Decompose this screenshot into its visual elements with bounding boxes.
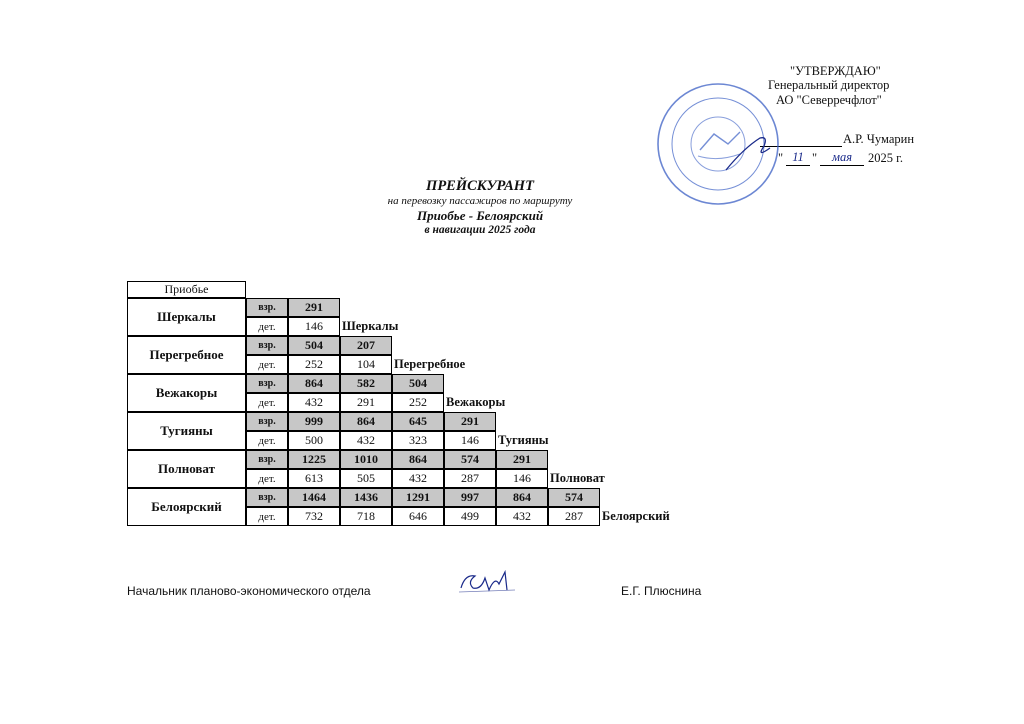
diagonal-station-label: Полноват (550, 471, 605, 485)
child-fare-label: дет. (246, 355, 288, 374)
adult-fare-label: взр. (246, 450, 288, 469)
station-name: Перегребное (127, 336, 246, 374)
date-year: 2025 г. (868, 151, 903, 165)
child-fare-cell: 323 (392, 431, 444, 450)
diagonal-station-label: Тугияны (498, 433, 549, 447)
approval-heading: "УТВЕРЖДАЮ" (790, 64, 881, 78)
footer-name: Е.Г. Плюснина (621, 584, 702, 598)
adult-fare-cell: 1291 (392, 488, 444, 507)
child-fare-cell: 613 (288, 469, 340, 488)
adult-fare-cell: 1225 (288, 450, 340, 469)
child-fare-cell: 146 (444, 431, 496, 450)
station-name: Вежакоры (127, 374, 246, 412)
child-fare-label: дет. (246, 393, 288, 412)
child-fare-label: дет. (246, 317, 288, 336)
adult-fare-cell: 504 (392, 374, 444, 393)
date-quote-open: " (778, 151, 784, 165)
child-fare-cell: 146 (288, 317, 340, 336)
diagonal-station-label: Белоярский (602, 509, 670, 523)
adult-fare-label: взр. (246, 298, 288, 317)
child-fare-cell: 505 (340, 469, 392, 488)
footer-position: Начальник планово-экономического отдела (127, 584, 371, 598)
station-name: Белоярский (127, 488, 246, 526)
adult-fare-cell: 645 (392, 412, 444, 431)
child-fare-cell: 646 (392, 507, 444, 526)
child-fare-cell: 287 (444, 469, 496, 488)
date-day: 11 (786, 150, 810, 166)
season-text: в навигации 2025 года (424, 224, 536, 236)
approval-position: Генеральный директор (768, 78, 890, 92)
child-fare-cell: 291 (340, 393, 392, 412)
adult-fare-cell: 864 (288, 374, 340, 393)
date-quote-close: " (812, 151, 818, 165)
adult-fare-cell: 582 (340, 374, 392, 393)
child-fare-cell: 432 (392, 469, 444, 488)
child-fare-cell: 432 (340, 431, 392, 450)
adult-fare-cell: 207 (340, 336, 392, 355)
adult-fare-cell: 291 (444, 412, 496, 431)
adult-fare-cell: 864 (392, 450, 444, 469)
child-fare-cell: 104 (340, 355, 392, 374)
child-fare-cell: 252 (288, 355, 340, 374)
adult-fare-cell: 574 (548, 488, 600, 507)
adult-fare-label: взр. (246, 336, 288, 355)
route-name: Приобье - Белоярский (416, 208, 544, 223)
station-name: Тугияны (127, 412, 246, 450)
company-stamp (648, 78, 788, 218)
child-fare-cell: 432 (288, 393, 340, 412)
child-fare-cell: 146 (496, 469, 548, 488)
child-fare-cell: 732 (288, 507, 340, 526)
adult-fare-cell: 574 (444, 450, 496, 469)
adult-fare-label: взр. (246, 374, 288, 393)
adult-fare-cell: 997 (444, 488, 496, 507)
adult-fare-label: взр. (246, 488, 288, 507)
station-name: Полноват (127, 450, 246, 488)
child-fare-label: дет. (246, 431, 288, 450)
adult-fare-cell: 291 (496, 450, 548, 469)
diagonal-station-label: Вежакоры (446, 395, 506, 409)
adult-fare-cell: 864 (340, 412, 392, 431)
diagonal-station-label: Перегребное (394, 357, 466, 371)
child-fare-cell: 287 (548, 507, 600, 526)
child-fare-label: дет. (246, 469, 288, 488)
adult-fare-cell: 864 (496, 488, 548, 507)
child-fare-cell: 432 (496, 507, 548, 526)
fare-table (127, 281, 727, 521)
child-fare-cell: 252 (392, 393, 444, 412)
child-fare-cell: 500 (288, 431, 340, 450)
adult-fare-cell: 291 (288, 298, 340, 317)
adult-fare-label: взр. (246, 412, 288, 431)
document-title: ПРЕЙСКУРАНТ (426, 178, 534, 194)
adult-fare-cell: 1436 (340, 488, 392, 507)
child-fare-cell: 499 (444, 507, 496, 526)
date-month: мая (820, 150, 864, 166)
adult-fare-cell: 1010 (340, 450, 392, 469)
document-subtitle: на перевозку пассажиров по маршруту (387, 195, 573, 207)
origin-station: Приобье (127, 281, 246, 298)
adult-fare-cell: 1464 (288, 488, 340, 507)
approval-company: АО "Северречфлот" (776, 93, 882, 107)
adult-fare-cell: 999 (288, 412, 340, 431)
adult-fare-cell: 504 (288, 336, 340, 355)
approval-signatory: А.Р. Чумарин (843, 132, 915, 146)
child-fare-cell: 718 (340, 507, 392, 526)
child-fare-label: дет. (246, 507, 288, 526)
diagonal-station-label: Шеркалы (342, 319, 399, 333)
economist-signature (455, 568, 525, 598)
title-block (300, 178, 660, 237)
station-name: Шеркалы (127, 298, 246, 336)
